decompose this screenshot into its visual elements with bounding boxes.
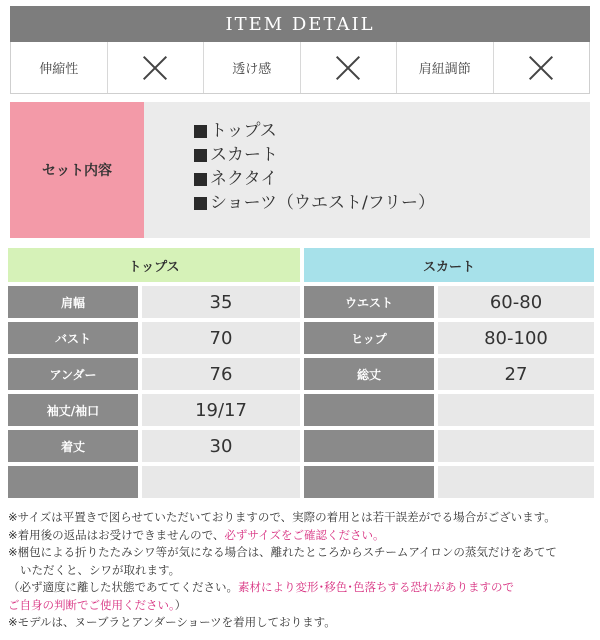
skirt-value: 60-80 (438, 286, 594, 318)
skirt-value (438, 430, 594, 462)
skirt-key: 総丈 (304, 358, 434, 390)
property-label-stretch: 伸縮性 (11, 42, 108, 93)
skirt-key: ヒップ (304, 322, 434, 354)
skirt-value: 27 (438, 358, 594, 390)
square-bullet-icon (194, 197, 207, 210)
note-highlight: 素材により変形･移色･色落ちする恐れがありますので (238, 580, 514, 594)
skirt-key (304, 430, 434, 462)
skirt-value (438, 394, 594, 426)
skirt-value (438, 466, 594, 498)
tops-value (142, 466, 300, 498)
tops-key (8, 466, 138, 498)
size-table (8, 248, 594, 498)
tops-key: アンダー (8, 358, 138, 390)
note-line: ※サイズは平置きで図らせていただいておりますので、実際の着用とは若干誤差がでる場合がございます。 (8, 510, 556, 524)
tops-key: 着丈 (8, 430, 138, 462)
size-table-header (8, 248, 594, 282)
square-bullet-icon (194, 149, 207, 162)
note-line: ご自身の判断でご使用ください。） (8, 597, 187, 612)
skirt-key: ウエスト (304, 286, 434, 318)
properties-row (10, 42, 590, 94)
note-highlight: 必ずサイズをご確認ください。 (224, 527, 385, 542)
skirt-header: スカート (304, 248, 594, 282)
list-item: ショーツ（ウエスト/フリー） (194, 191, 590, 215)
note-line: いただくと、シワが取れます。 (20, 562, 181, 577)
set-contents-list (144, 102, 590, 238)
x-mark-icon (141, 54, 169, 82)
list-item: トップス (194, 119, 590, 143)
table-row (8, 466, 594, 498)
note-line: ※着用後の返品はお受けできませんので、必ずサイズをご確認ください。 (8, 527, 385, 542)
tops-value: 35 (142, 286, 300, 318)
property-value-strap (494, 42, 590, 93)
tops-value: 30 (142, 430, 300, 462)
property-value-stretch (108, 42, 205, 93)
tops-header: トップス (8, 248, 300, 282)
x-mark-icon (334, 54, 362, 82)
table-row (8, 430, 594, 462)
tops-key: 肩幅 (8, 286, 138, 318)
table-row (8, 358, 594, 390)
tops-key: 袖丈/袖口 (8, 394, 138, 426)
table-row (8, 322, 594, 354)
property-label-strap: 肩紐調節 (397, 42, 494, 93)
skirt-key (304, 466, 434, 498)
note-highlight: ご自身の判断でご使用ください。 (8, 597, 175, 612)
tops-value: 19/17 (142, 394, 300, 426)
tops-value: 70 (142, 322, 300, 354)
list-item: ネクタイ (194, 167, 590, 191)
notes (8, 509, 596, 632)
set-contents (10, 102, 590, 238)
tops-key: バスト (8, 322, 138, 354)
property-value-sheer (301, 42, 398, 93)
x-mark-icon (527, 54, 555, 82)
set-contents-label: セット内容 (10, 102, 144, 238)
tops-value: 76 (142, 358, 300, 390)
property-label-sheer: 透け感 (204, 42, 301, 93)
skirt-value: 80-100 (438, 322, 594, 354)
note-line: ※梱包による折りたたみシワ等が気になる場合は、離れたところからスチームアイロンの蒸気だけをあてて (8, 545, 557, 559)
note-line: ※モデルは、ヌーブラとアンダーショーツを着用しております。 (8, 615, 336, 629)
square-bullet-icon (194, 125, 207, 138)
table-row (8, 394, 594, 426)
square-bullet-icon (194, 173, 207, 186)
note-line: （必ず適度に離した状態であててください。素材により変形･移色･色落ちする恐れがありますので (8, 580, 514, 594)
item-detail-header (10, 6, 590, 42)
table-row (8, 286, 594, 318)
list-item: スカート (194, 143, 590, 167)
item-detail-title: ITEM DETAIL (225, 13, 375, 35)
skirt-key (304, 394, 434, 426)
